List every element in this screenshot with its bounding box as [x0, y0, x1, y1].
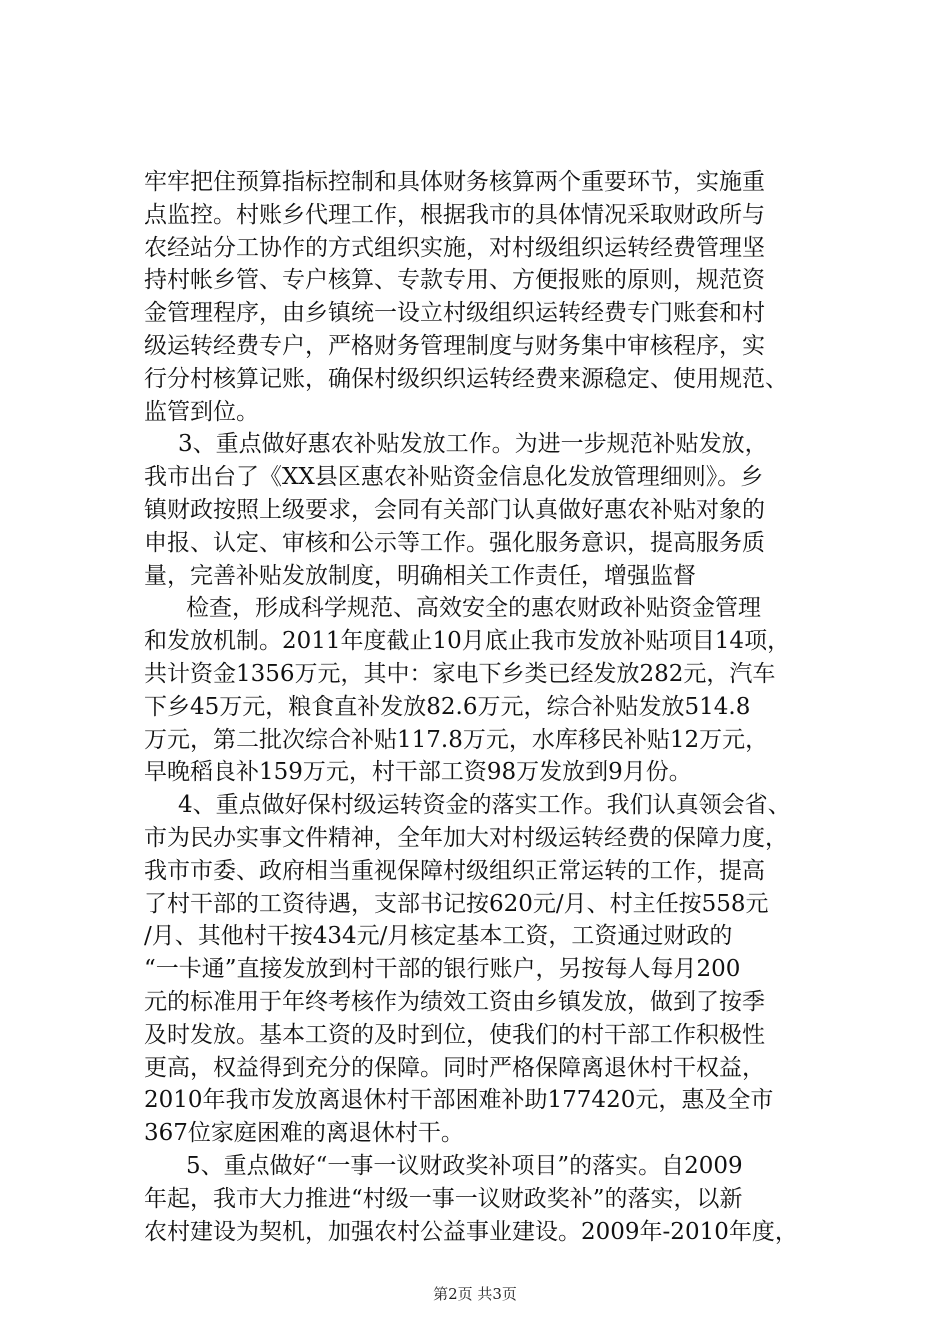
- text-line: 点监控。村账乡代理工作，根据我市的具体情况采取财政所与: [144, 201, 765, 228]
- text-line: 级运转经费专户，严格财务管理制度与财务集中审核程序，实: [144, 332, 765, 359]
- text-line: 和发放机制。2011年度截止10月底止我市发放补贴项目14项，: [144, 628, 791, 655]
- text-line: 元的标准用于年终考核作为绩效工资由乡镇发放，做到了按季: [144, 988, 765, 1015]
- text-line: 镇财政按照上级要求，会同有关部门认真做好惠农补贴对象的: [144, 496, 765, 523]
- text-line: 农村建设为契机，加强农村公益事业建设。2009年-2010年度，: [144, 1218, 798, 1245]
- text-line: 申报、认定、审核和公示等工作。强化服务意识，提高服务质: [144, 529, 765, 556]
- text-line: 下乡45万元，粮食直补发放82.6万元，综合补贴发放514.8: [144, 693, 751, 720]
- text-line: 牢牢把住预算指标控制和具体财务核算两个重要环节，实施重: [144, 169, 765, 195]
- text-line: 及时发放。基本工资的及时到位，使我们的村干部工作积极性: [144, 1021, 765, 1048]
- text-line: 农经站分工协作的方式组织实施，对村级组织运转经费管理坚: [144, 234, 765, 261]
- text-line: 早晚稻良补159万元，村干部工资98万发放到9月份。: [144, 759, 692, 786]
- text-line: 3、重点做好惠农补贴发放工作。为进一步规范补贴发放，: [178, 431, 768, 458]
- text-line: 了村干部的工资待遇，支部书记按620元/月、村主任按558元: [144, 890, 769, 917]
- text-line: 5、重点做好“一事一议财政奖补项目”的落实。自2009: [186, 1152, 743, 1179]
- text-line: 监管到位。: [144, 398, 259, 425]
- body-text: [144, 166, 834, 1248]
- text-line: 持村帐乡管、专户核算、专款专用、方便报账的原则，规范资: [144, 267, 765, 294]
- text-line: 更高，权益得到充分的保障。同时严格保障离退休村干权益，: [144, 1054, 765, 1081]
- text-line: 万元，第二批次综合补贴117.8万元，水库移民补贴12万元，: [144, 726, 769, 753]
- text-line: 4、重点做好保村级运转资金的落实工作。我们认真领会省、: [178, 792, 791, 819]
- text-line: 我市出台了《XX县区惠农补贴资金信息化发放管理细则》。乡: [144, 464, 764, 491]
- text-line: 2010年我市发放离退休村干部困难补助177420元，惠及全市: [144, 1087, 774, 1114]
- text-line: /月、其他村干按434元/月核定基本工资，工资通过财政的: [144, 923, 733, 950]
- text-line: 量，完善补贴发放制度，明确相关工作责任，增强监督: [144, 562, 696, 589]
- text-line: 我市市委、政府相当重视保障村级组织正常运转的工作，提高: [144, 857, 765, 884]
- text-line: 金管理程序，由乡镇统一设立村级组织运转经费专门账套和村: [144, 300, 765, 327]
- text-line: 市为民办实事文件精神，全年加大对村级运转经费的保障力度，: [144, 824, 788, 851]
- text-line: 行分村核算记账，确保村级织织运转经费来源稳定、使用规范、: [144, 365, 788, 392]
- page-footer: 第2页 共3页: [433, 1285, 517, 1303]
- text-line: “一卡通”直接发放到村干部的银行账户，另按每人每月200: [144, 956, 741, 983]
- text-line: 检查，形成科学规范、高效安全的惠农财政补贴资金管理: [186, 595, 761, 622]
- text-line: 年起，我市大力推进“村级一事一议财政奖补”的落实，以新: [144, 1185, 743, 1212]
- text-line: 共计资金1356万元，其中：家电下乡类已经发放282元，汽车: [144, 660, 776, 687]
- text-line: 367位家庭困难的离退休村干。: [144, 1120, 464, 1147]
